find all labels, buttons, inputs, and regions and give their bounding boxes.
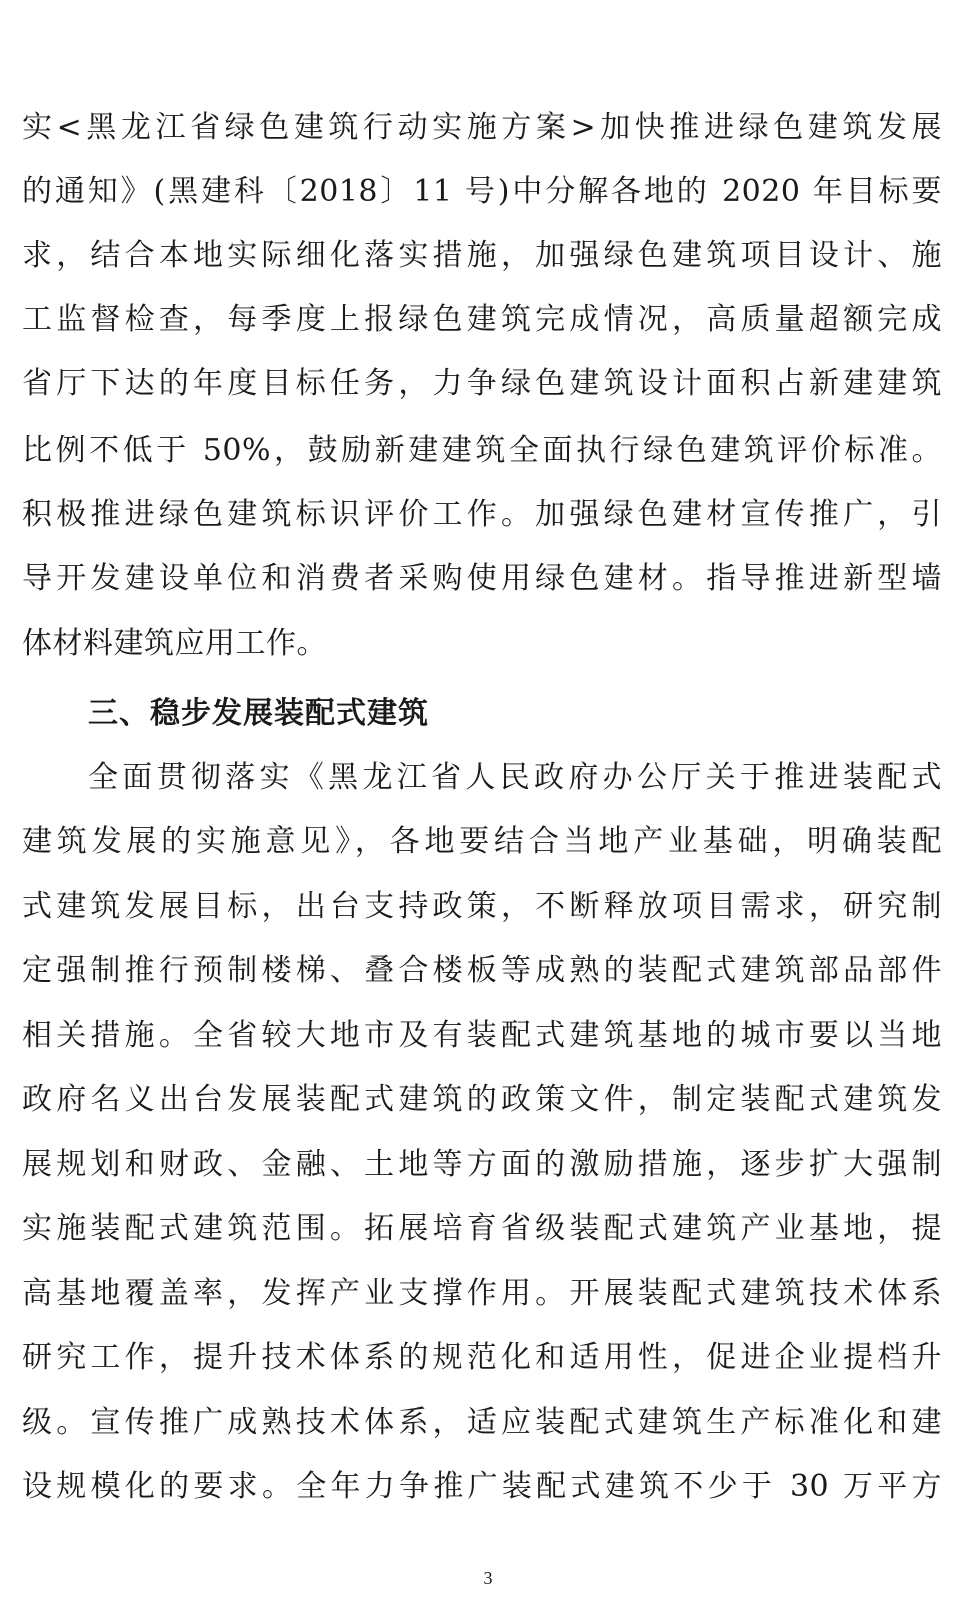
text-line: 全面贯彻落实《黑龙江省人民政府办公厅关于推进装配式 [88, 760, 942, 795]
text-line: 导开发建设单位和消费者采购使用绿色建材。指导推进新型墙 [22, 561, 942, 596]
text-line: 实<黑龙江省绿色建筑行动实施方案>加快推进绿色建筑发展 [22, 110, 942, 145]
text-line: 定强制推行预制楼梯、叠合楼板等成熟的装配式建筑部品部件 [22, 953, 942, 988]
text-line: 设规模化的要求。全年力争推广装配式建筑不少于 30 万平方 [22, 1469, 942, 1504]
text-line: 相关措施。全省较大地市及有装配式建筑基地的城市要以当地 [22, 1018, 942, 1053]
text-line: 求，结合本地实际细化落实措施，加强绿色建筑项目设计、施 [22, 238, 942, 273]
section-heading: 三、稳步发展装配式建筑 [88, 696, 429, 731]
text-line: 高基地覆盖率，发挥产业支撑作用。开展装配式建筑技术体系 [22, 1276, 942, 1311]
text-line: 政府名义出台发展装配式建筑的政策文件，制定装配式建筑发 [22, 1082, 942, 1117]
text-line: 实施装配式建筑范围。拓展培育省级装配式建筑产业基地，提 [22, 1211, 942, 1246]
page-number: 3 [483, 1568, 493, 1588]
text-line: 省厅下达的年度目标任务，力争绿色建筑设计面积占新建建筑 [22, 366, 942, 401]
text-line: 研究工作，提升技术体系的规范化和适用性，促进企业提档升 [22, 1340, 942, 1375]
text-line: 式建筑发展目标，出台支持政策，不断释放项目需求，研究制 [22, 889, 942, 924]
text-line: 体材料建筑应用工作。 [22, 626, 327, 661]
text-line: 积极推进绿色建筑标识评价工作。加强绿色建材宣传推广，引 [22, 497, 942, 532]
text-line: 比例不低于 50%，鼓励新建建筑全面执行绿色建筑评价标准。 [22, 433, 942, 468]
text-line: 展规划和财政、金融、土地等方面的激励措施，逐步扩大强制 [22, 1147, 942, 1182]
text-line: 的通知》(黑建科〔2018〕11 号)中分解各地的 2020 年目标要 [22, 174, 942, 209]
text-line: 建筑发展的实施意见》，各地要结合当地产业基础，明确装配 [22, 824, 942, 859]
text-line: 工监督检查，每季度上报绿色建筑完成情况，高质量超额完成 [22, 302, 942, 337]
text-line: 级。宣传推广成熟技术体系，适应装配式建筑生产标准化和建 [22, 1405, 942, 1440]
